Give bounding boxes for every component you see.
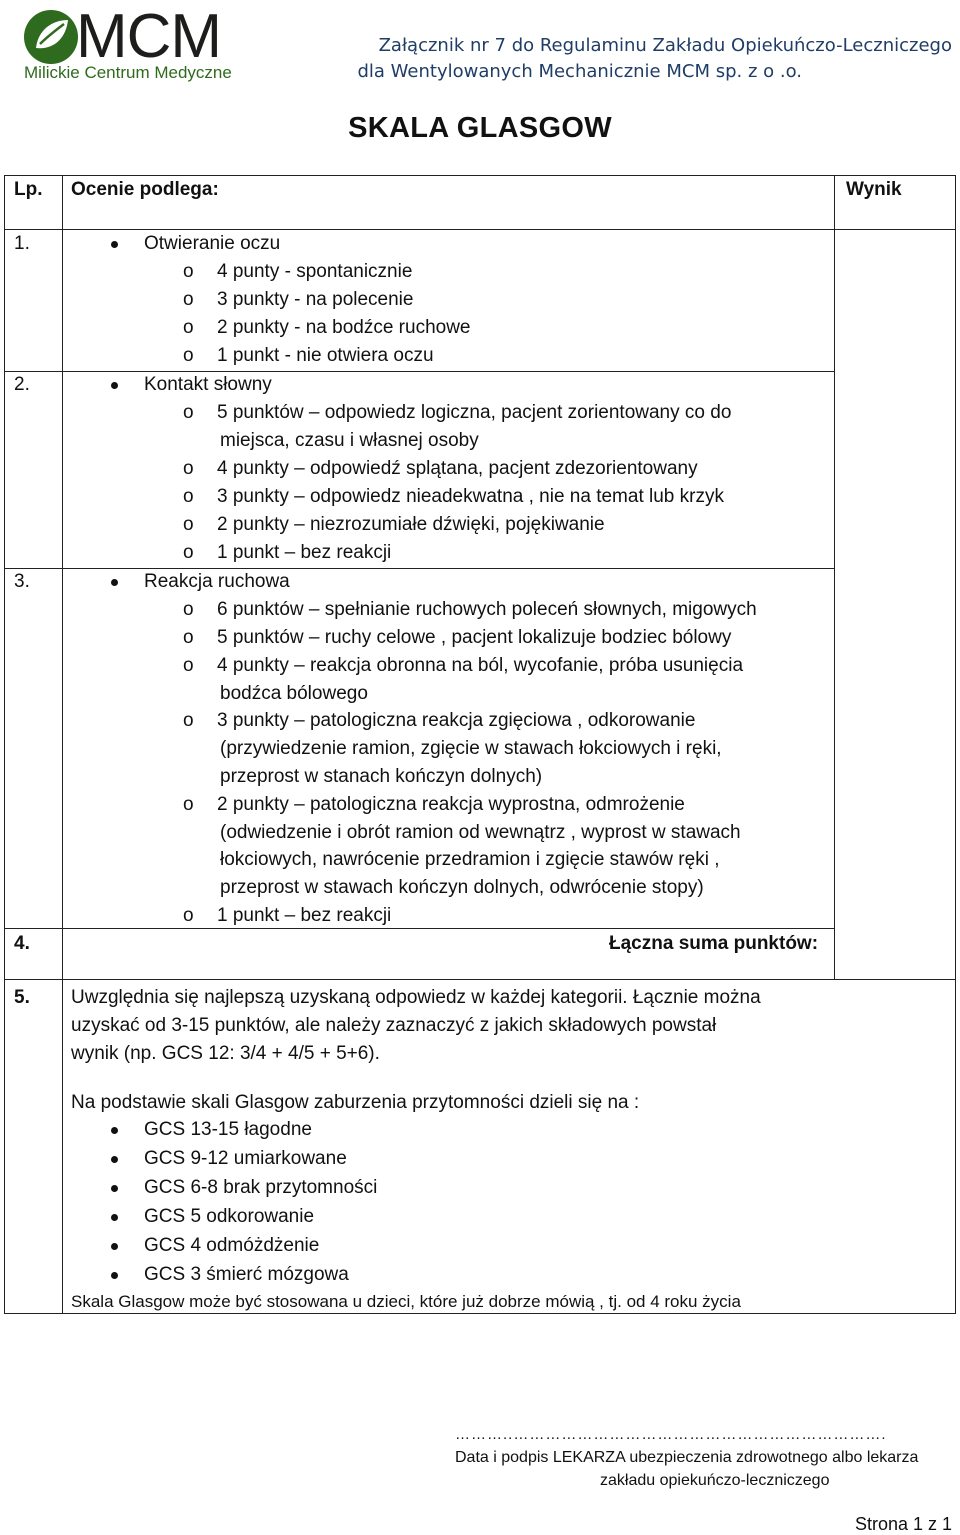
sum-number: 4.: [14, 933, 30, 954]
section-number: 2.: [14, 374, 30, 395]
circle-bullet-icon: o: [183, 486, 194, 507]
severity-item: GCS 5 odkorowanie: [144, 1206, 315, 1227]
signature-caption-line2: zakładu opiekuńczo-leczniczego: [600, 1472, 830, 1489]
list-item: 5 punktów – ruchy celowe , pacjent lokalizuje bodziec bólowy: [217, 627, 732, 648]
bullet-icon: [111, 1127, 118, 1134]
list-item-continuation: (odwiedzenie i obrót ramion od wewnątrz , wyprost w stawach: [220, 822, 741, 843]
list-item: 5 punktów – odpowiedz logiczna, pacjent zorientowany co do: [217, 402, 732, 423]
severity-item: GCS 6-8 brak przytomności: [144, 1177, 378, 1198]
bullet-icon: [111, 382, 118, 389]
col-header-lp: Lp.: [14, 179, 43, 200]
section-heading: Kontakt słowny: [144, 374, 272, 395]
col-header-result: Wynik: [846, 179, 902, 200]
list-item-continuation: miejsca, czasu i własnej osoby: [220, 430, 479, 451]
list-item: 4 punkty – odpowiedź splątana, pacjent zdezorientowany: [217, 458, 698, 479]
list-item: 1 punkt - nie otwiera oczu: [217, 345, 434, 366]
bullet-icon: [111, 1185, 118, 1192]
list-item-continuation: przeprost w stanach kończyn dolnych): [220, 766, 543, 787]
header-annex-line: Załącznik nr 7 do Regulaminu Zakładu Opiekuńczo-Leczniczego: [378, 35, 952, 56]
list-item-continuation: bodźca bólowego: [220, 683, 368, 704]
circle-bullet-icon: o: [183, 710, 194, 731]
section-heading: Otwieranie oczu: [144, 233, 281, 254]
circle-bullet-icon: o: [183, 458, 194, 479]
note-line: uzyskać od 3-15 punktów, ale należy zaznaczyć z jakich składowych powstał: [71, 1015, 717, 1036]
bullet-icon: [111, 1214, 118, 1221]
section-number: 3.: [14, 571, 30, 592]
circle-bullet-icon: o: [183, 627, 194, 648]
circle-bullet-icon: o: [183, 655, 194, 676]
logo-subtitle: Milickie Centrum Medyczne: [24, 63, 232, 82]
circle-bullet-icon: o: [183, 905, 194, 926]
circle-bullet-icon: o: [183, 289, 194, 310]
note-line: wynik (np. GCS 12: 3/4 + 4/5 + 5+6).: [71, 1043, 380, 1064]
bullet-icon: [111, 1243, 118, 1250]
list-item: 1 punkt – bez reakcji: [217, 905, 392, 926]
signature-caption-line1: Data i podpis LEKARZA ubezpieczenia zdrowotnego albo lekarza: [455, 1449, 919, 1466]
list-item: 2 punkty – niezrozumiałe dźwięki, pojękiwanie: [217, 514, 605, 535]
severity-item: GCS 4 odmóżdżenie: [144, 1235, 320, 1256]
signature-dots: ………..…………………………………………………………….: [455, 1426, 887, 1443]
list-item: 2 punkty – patologiczna reakcja wyprostna, odmrożenie: [217, 794, 685, 815]
company-logo: [22, 2, 262, 84]
circle-bullet-icon: o: [183, 794, 194, 815]
circle-bullet-icon: o: [183, 599, 194, 620]
children-note: Skala Glasgow może być stosowana u dzieci, które już dobrze mówią , tj. od 4 roku życia: [71, 1292, 741, 1311]
circle-bullet-icon: o: [183, 514, 194, 535]
section-heading: Reakcja ruchowa: [144, 571, 290, 592]
header-company-line: dla Wentylowanych Mechanicznie MCM sp. z o .o.: [357, 61, 802, 82]
bullet-icon: [111, 1156, 118, 1163]
list-item: 4 punkty – reakcja obronna na ból, wycofanie, próba usunięcia: [217, 655, 744, 676]
list-item-continuation: łokciowych, nawrócenie przedramion i zgięcie stawów ręki ,: [220, 849, 720, 870]
list-item-continuation: (przywiedzenie ramion, zgięcie w stawach łokciowych i ręki,: [220, 738, 722, 759]
list-item: 4 punty - spontanicznie: [217, 261, 413, 282]
severity-intro: Na podstawie skali Glasgow zaburzenia przytomności dzieli się na :: [71, 1092, 640, 1113]
severity-item: GCS 9-12 umiarkowane: [144, 1148, 347, 1169]
list-item: 2 punkty - na bodźce ruchowe: [217, 317, 471, 338]
page-number: Strona 1 z 1: [854, 1514, 952, 1534]
note-line: Uwzględnia się najlepszą uzyskaną odpowiedz w każdej kategorii. Łącznie można: [71, 987, 761, 1008]
circle-bullet-icon: o: [183, 402, 194, 423]
col-header-subject: Ocenie podlega:: [71, 179, 219, 200]
page-title: SKALA GLASGOW: [348, 112, 612, 144]
list-item: 6 punktów – spełnianie ruchowych poleceń słownych, migowych: [217, 599, 757, 620]
severity-item: GCS 13-15 łagodne: [144, 1119, 312, 1140]
section-number: 1.: [14, 233, 30, 254]
circle-bullet-icon: o: [183, 345, 194, 366]
bullet-icon: [111, 579, 118, 586]
list-item: 3 punkty – patologiczna reakcja zgięciowa , odkorowanie: [217, 710, 696, 731]
logo-wordmark: MCM: [76, 2, 222, 71]
bullet-icon: [111, 241, 118, 248]
circle-bullet-icon: o: [183, 261, 194, 282]
list-item: 3 punkty - na polecenie: [217, 289, 414, 310]
note-number: 5.: [14, 987, 30, 1008]
severity-item: GCS 3 śmierć mózgowa: [144, 1264, 349, 1285]
circle-bullet-icon: o: [183, 317, 194, 338]
total-score-label: Łączna suma punktów:: [609, 933, 819, 954]
list-item: 1 punkt – bez reakcji: [217, 542, 392, 563]
list-item: 3 punkty – odpowiedz nieadekwatna , nie na temat lub krzyk: [217, 486, 724, 507]
circle-bullet-icon: o: [183, 542, 194, 563]
leaf-logo-icon: [22, 8, 80, 66]
bullet-icon: [111, 1272, 118, 1279]
list-item-continuation: przeprost w stawach kończyn dolnych, odwrócenie stopy): [220, 877, 704, 898]
